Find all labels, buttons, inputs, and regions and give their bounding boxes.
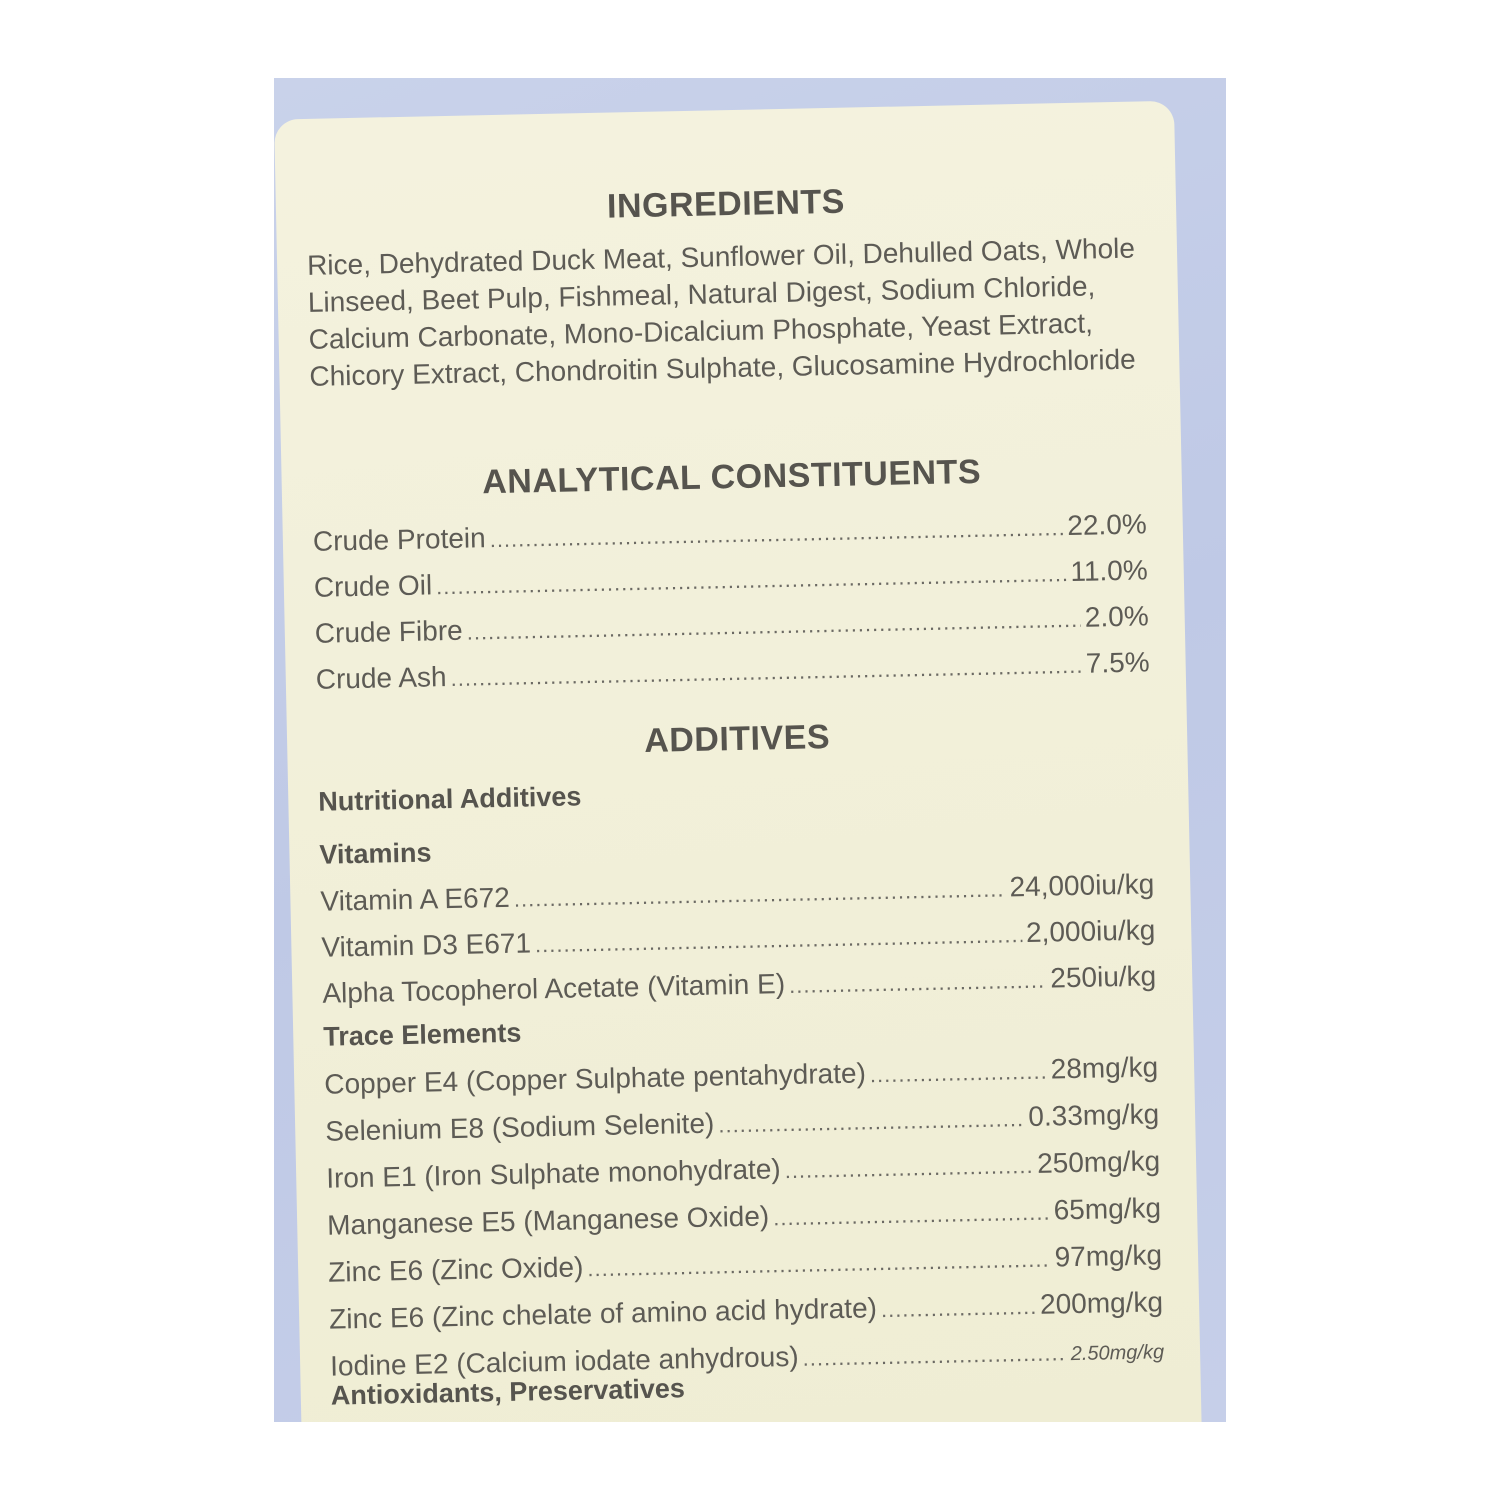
vitamin-value: 24,000iu/kg [1009, 868, 1155, 903]
constituent-value: 2.0% [1084, 600, 1149, 633]
product-photo [274, 78, 1226, 1422]
trace-value: 200mg/kg [1039, 1286, 1164, 1320]
vitamin-name: Alpha Tocopherol Acetate (Vitamin E) [322, 968, 786, 1009]
ingredients-heading: INGREDIENTS [606, 182, 846, 226]
vitamin-name: Vitamin A E672 [320, 881, 511, 917]
trace-name: Manganese E5 (Manganese Oxide) [326, 1200, 770, 1241]
trace-elements-label: Trace Elements [322, 1017, 522, 1052]
vitamin-name: Vitamin D3 E671 [321, 927, 532, 963]
trace-value: 0.33mg/kg [1028, 1098, 1160, 1132]
dot-leader [802, 1329, 1067, 1382]
trace-name: Iodine E2 (Calcium iodate anhydrous) [329, 1340, 799, 1382]
analytical-constituents-heading: ANALYTICAL CONSTITUENTS [481, 452, 982, 502]
constituent-name: Crude Protein [312, 522, 486, 557]
vitamins-list [320, 861, 1157, 1016]
nutritional-additives-label: Nutritional Additives [318, 781, 582, 817]
dot-leader [789, 958, 1047, 1009]
dot-leader [880, 1283, 1036, 1333]
vitamins-label: Vitamins [319, 837, 432, 870]
constituent-name: Crude Ash [315, 661, 447, 695]
trace-name: Copper E4 (Copper Sulphate pentahydrate) [323, 1057, 867, 1100]
constituent-value: 11.0% [1070, 554, 1149, 587]
trace-name: Zinc E6 (Zinc Oxide) [327, 1251, 584, 1288]
constituent-name: Crude Fibre [314, 614, 463, 649]
trace-value: 97mg/kg [1054, 1239, 1163, 1273]
nutrition-label [274, 101, 1202, 1422]
trace-value: 250mg/kg [1036, 1145, 1161, 1179]
vitamin-value: 250iu/kg [1050, 960, 1157, 994]
trace-name: Iron E1 (Iron Sulphate monohydrate) [325, 1153, 781, 1194]
trace-elements-list [324, 1043, 1165, 1389]
trace-value: 2.50mg/kg [1070, 1341, 1165, 1366]
analytical-list [312, 501, 1150, 702]
constituent-value: 22.0% [1067, 508, 1148, 542]
ingredients-text: Rice, Dehydrated Duck Meat, Sunflower Oil, Dehulled Oats, Whole Linseed, Beet Pulp, Fishmeal, Natural Digest, Sodium Chloride, Calcium Carbonate, Mono-Dicalcium Phosphate, Yeast Extract, Chicory Extract, Chondroitin Sulphate, Glucosamine Hydrochloride [306, 232, 1136, 392]
constituent-name: Crude Oil [313, 569, 433, 603]
antioxidants-preservatives-label: Antioxidants, Preservatives [330, 1373, 686, 1411]
trace-name: Zinc E6 (Zinc chelate of amino acid hydrate) [328, 1292, 878, 1335]
trace-value: 65mg/kg [1053, 1192, 1162, 1226]
dot-leader [784, 1142, 1033, 1194]
dot-leader [718, 1095, 1025, 1148]
trace-name: Selenium E8 (Sodium Selenite) [324, 1107, 715, 1147]
constituent-value: 7.5% [1085, 646, 1150, 679]
vitamin-value: 2,000iu/kg [1025, 914, 1156, 948]
trace-value: 28mg/kg [1050, 1051, 1159, 1085]
dot-leader [773, 1189, 1050, 1242]
additives-heading: ADDITIVES [643, 718, 831, 760]
dot-leader [869, 1048, 1047, 1099]
